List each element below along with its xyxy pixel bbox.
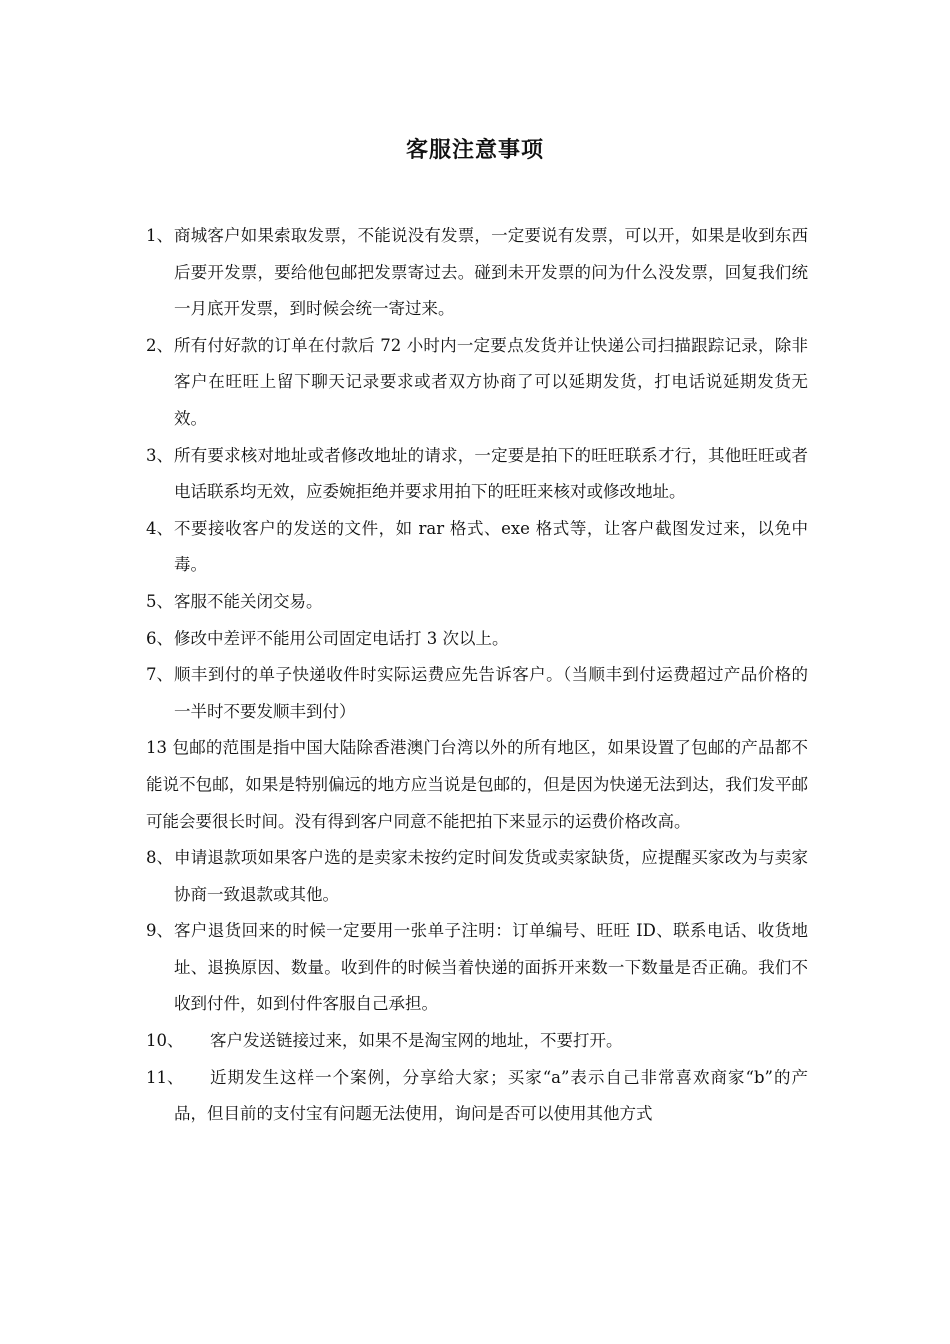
list-item-text: 顺丰到付的单子快递收件时实际运费应先告诉客户。（当顺丰到付运费超过产品价格的一半时不要发顺丰到付） [174,665,808,721]
list-item-number: 8、 [146,848,173,868]
list-item [146,438,808,511]
page-title: 客服注意事项 [405,137,544,163]
list-item [146,913,808,1023]
list-item [146,657,808,730]
list-item [146,1060,808,1133]
list-item [146,218,808,328]
list-item [146,621,808,658]
list-item-text: 客服不能关闭交易。 [174,591,323,611]
list-item-number: 2、 [146,335,173,355]
list-item-number: 6、 [146,628,173,648]
list-item-text: 客户发送链接过来，如果不是淘宝网的地址，不要打开。 [210,1031,623,1051]
list-item [146,840,808,913]
paragraph-13: 13 包邮的范围是指中国大陆除香港澳门台湾以外的所有地区，如果设置了包邮的产品都不能说不包邮，如果是特别偏远的地方应当说是包邮的，但是因为快递无法到达，我们发平邮可能会要很长时间。没有得到客户同意不能把拍下来显示的运费价格改高。 [146,738,808,831]
list-item-number: 7、 [146,665,173,685]
list-item [146,584,808,621]
list-item-number: 5、 [146,591,173,611]
list-item [146,511,808,584]
list-item-text: 申请退款项如果客户选的是卖家未按约定时间发货或卖家缺货，应提醒买家改为与卖家协商一致退款或其他。 [174,848,808,904]
list-item-number: 10、 [146,1031,184,1051]
list-item-text: 商城客户如果索取发票，不能说没有发票，一定要说有发票，可以开，如果是收到东西后要开发票，要给他包邮把发票寄过去。碰到未开发票的问为什么没发票，回复我们统一月底开发票，到时候会统一寄过来。 [174,226,808,319]
document-body [146,218,808,1133]
list-item-text: 客户退货回来的时候一定要用一张单子注明：订单编号、旺旺 ID、联系电话、收货地址、退换原因、数量。收到件的时候当着快递的面拆开来数一下数量是否正确。我们不收到付件，如到付件客服自己承担。 [174,921,808,1014]
list-item-text: 所有要求核对地址或者修改地址的请求，一定要是拍下的旺旺联系才行，其他旺旺或者电话联系均无效，应委婉拒绝并要求用拍下的旺旺来核对或修改地址。 [174,445,808,502]
list-item-number: 11、 [146,1067,184,1087]
list-item-number: 4、 [146,518,173,538]
list-item-text: 修改中差评不能用公司固定电话打 3 次以上。 [174,628,509,648]
list-item [146,328,808,438]
list-item-text: 近期发生这样一个案例，分享给大家；买家“a”表示自己非常喜欢商家“b”的产品，但目前的支付宝有问题无法使用，询问是否可以使用其他方式 [174,1067,808,1124]
list-item-text: 不要接收客户的发送的文件，如 rar 格式、exe 格式等，让客户截图发过来，以免中毒。 [174,518,808,575]
list-item-number: 1、 [146,226,173,245]
list-item-number: 3、 [146,445,173,465]
list-item-number: 9、 [146,921,173,941]
list-item-text: 所有付好款的订单在付款后 72 小时内一定要点发货并让快递公司扫描跟踪记录，除非客户在旺旺上留下聊天记录要求或者双方协商了可以延期发货，打电话说延期发货无效。 [174,335,808,428]
list-item [146,1023,808,1060]
